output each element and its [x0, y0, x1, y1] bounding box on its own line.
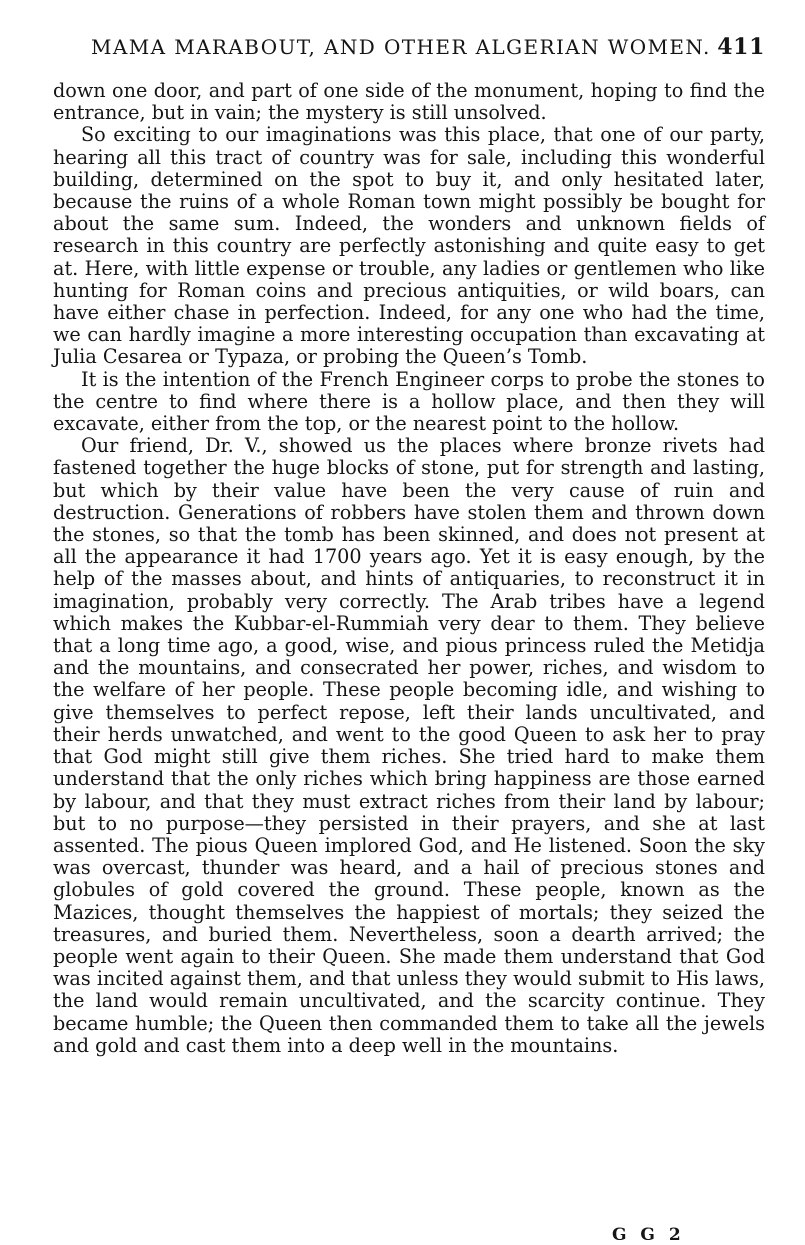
signature-mark: G G 2: [612, 1225, 685, 1245]
paragraph: down one door, and part of one side of the monument, hoping to find the entrance, but in vain; the mystery is still unsolved.: [53, 79, 765, 125]
paragraph: It is the intention of the French Engineer corps to probe the stones to the centre to find where there is a hollow place, and then they will excavate, either from the top, or the nearest point to the hollow.: [53, 367, 765, 436]
book-page: [53, 34, 765, 1057]
body-text: [53, 80, 765, 1057]
paragraph: Our friend, Dr. V., showed us the places where bronze rivets had fastened together the huge blocks of stone, put for strength and lasting, but which by their value have been the very cause of ruin and destruction. Generations of robbers have stolen them and thrown down the stones, so that the tomb has been skinned, and does not present at all the appearance it had 1700 years ago. Yet it is easy enough, by the help of the masses about, and hints of antiquaries, to reconstruct it in imagination, probably very correctly. The Arab tribes have a legend which makes the Kubbar-el-Rummiah very dear to them. They believe that a long time ago, a good, wise, and pious princess ruled the Metidja and the mountains, and consecrated her power, riches, and wisdom to the welfare of her people. These people becoming idle, and wishing to give themselves to perfect repose, left their lands uncultivated, and their herds unwatched, and went to the good Queen to ask her to pray that God might still give them riches. She tried hard to make them understand that the only riches which bring happiness are those earned by labour, and that they must extract riches from their land by labour; but to no purpose—they persisted in their prayers, and she at last assented. The pious Queen implored God, and He listened. Soon the sky was overcast, thunder was heard, and a hail of precious stones and globules of gold covered the ground. These people, known as the Mazices, thought themselves the happiest of mortals; they seized the treasures, and buried them. Nevertheless, soon a dearth arrived; the people went again to their Queen. She made them understand that God was incited against them, and that unless they would submit to His laws, the land would remain uncultivated, and the scarcity continue. They became humble; the Queen then commanded them to take all the jewels and gold and cast them into a deep well in the mountains.: [53, 434, 765, 1057]
page-number: 411: [717, 34, 765, 60]
running-title: MAMA MARABOUT, AND OTHER ALGERIAN WOMEN.: [91, 35, 711, 59]
paragraph: So exciting to our imaginations was this place, that one of our party, hearing all this tract of country was for sale, including this wonderful building, determined on the spot to buy it, and only hesitated later, because the ruins of a whole Roman town might possibly be bought for about the same sum. Indeed, the wonders and unknown fields of research in this country are perfectly astonishing and quite easy to get at. Here, with little expense or trouble, any ladies or gentlemen who like hunting for Roman coins and precious antiquities, or wild boars, can have either chase in perfection. Indeed, for any one who had the time, we can hardly imagine a more interesting occupation than excavating at Julia Cesarea or Typaza, or probing the Queen’s Tomb.: [53, 123, 765, 369]
running-header: [53, 34, 765, 80]
